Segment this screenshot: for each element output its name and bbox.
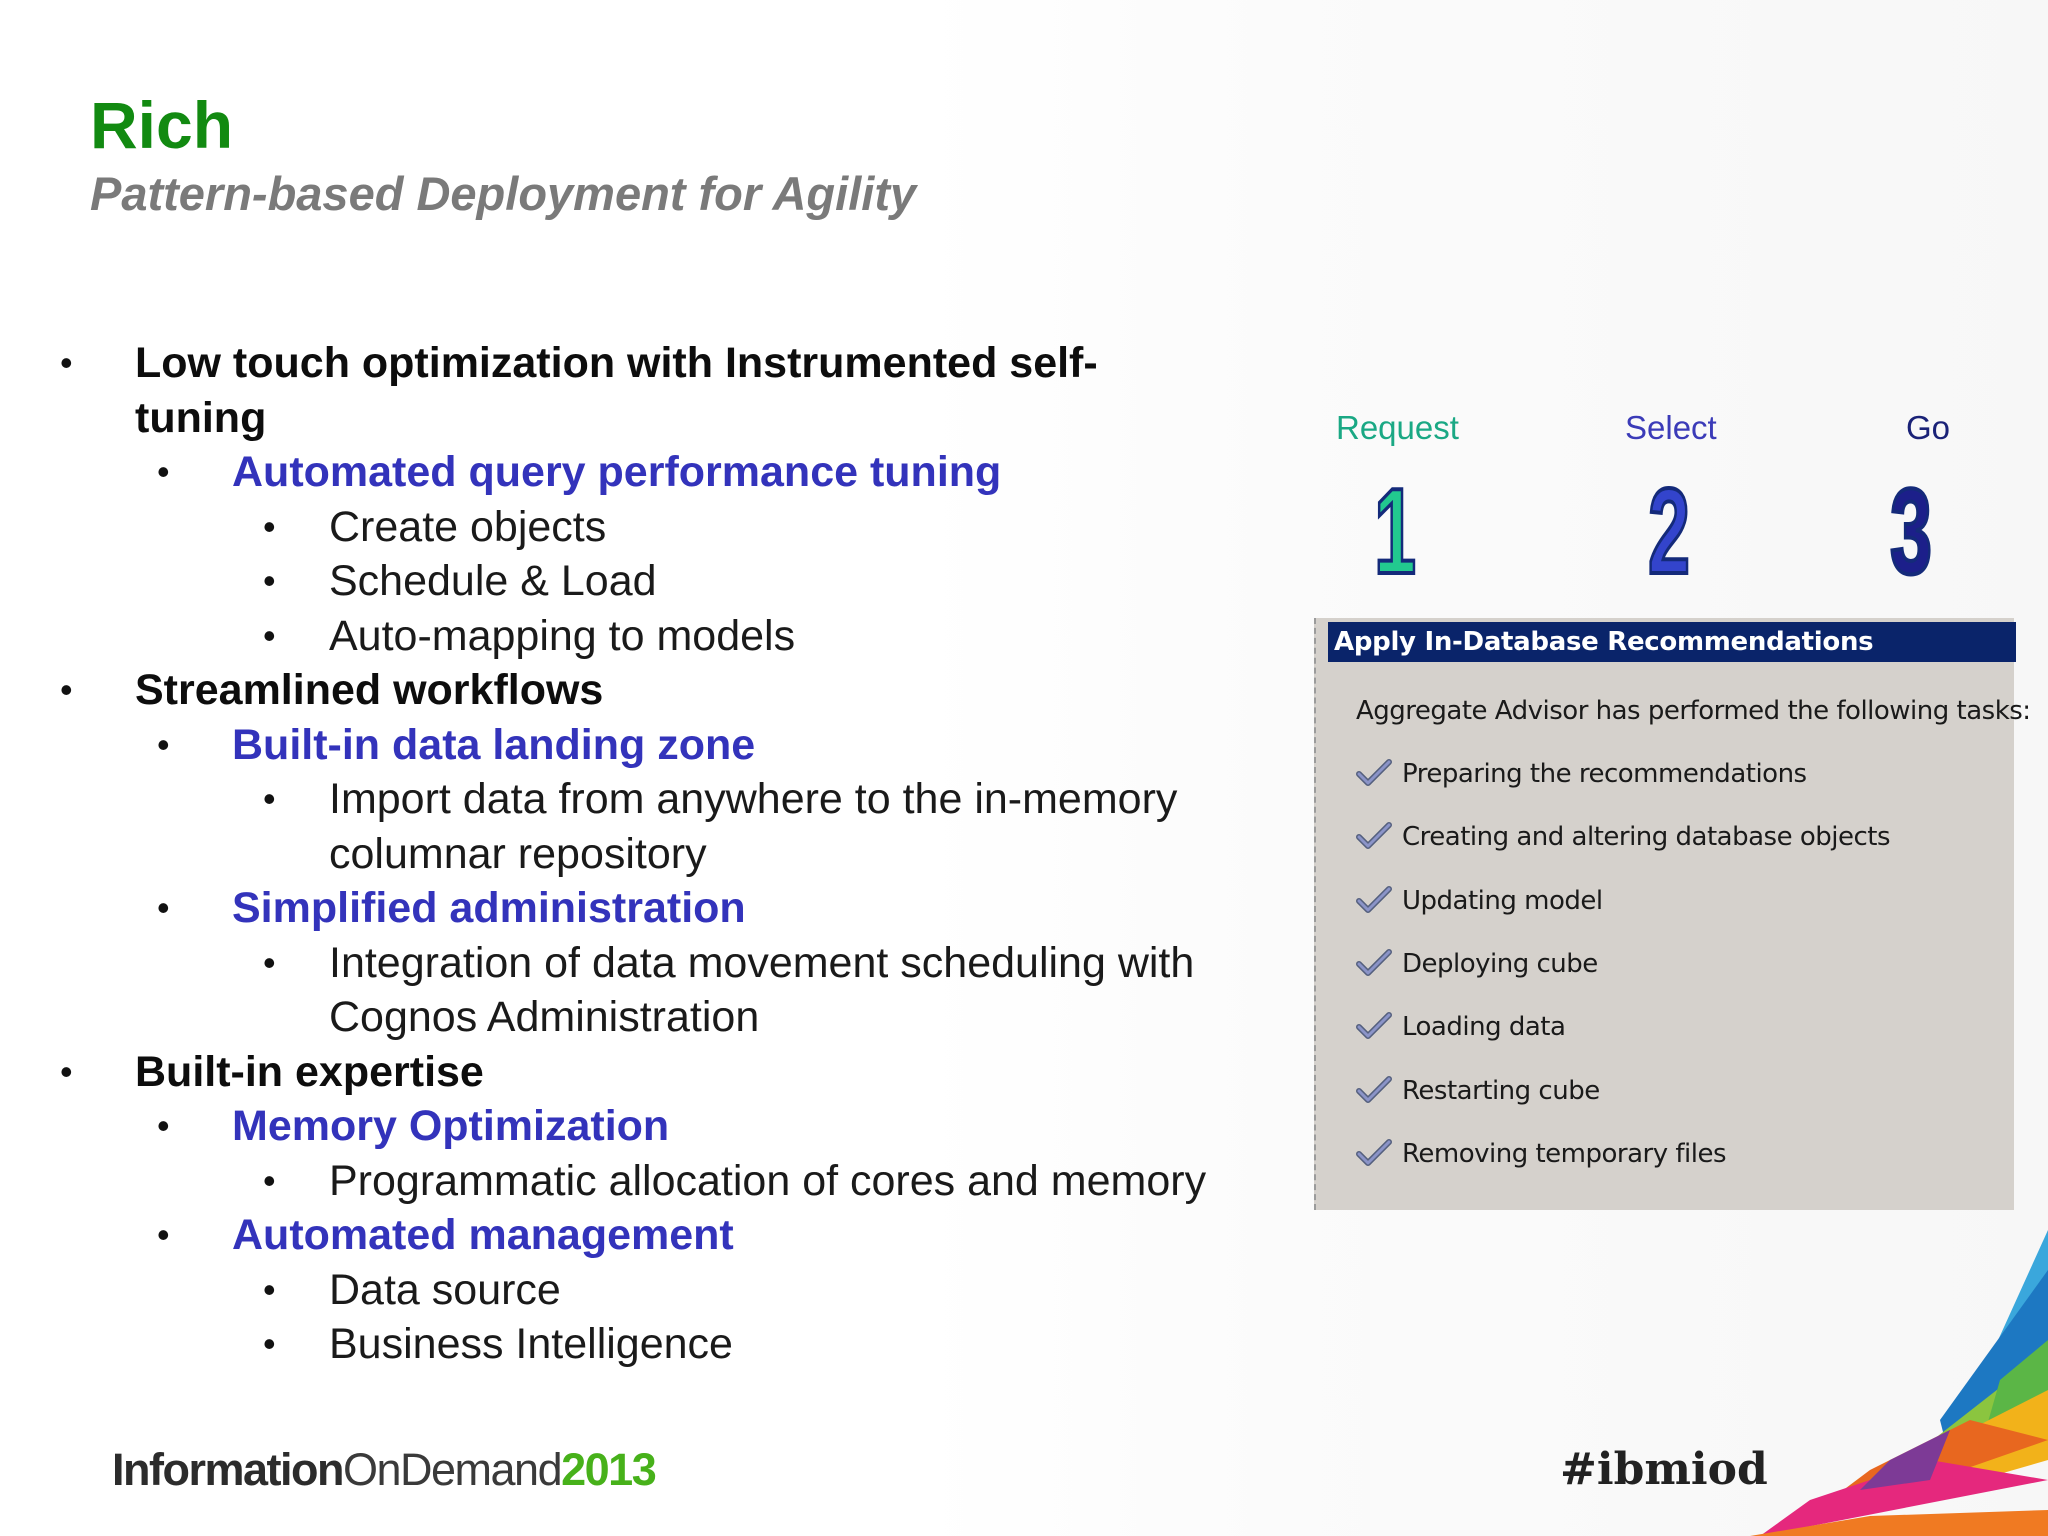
- logo-ondemand: OnDemand: [342, 1444, 562, 1495]
- bullet-marker: •: [60, 1050, 73, 1092]
- step-label-go: Go: [1906, 409, 1951, 446]
- decorative-ribbon-graphic: [1750, 1230, 2048, 1536]
- bullet-marker: •: [157, 1105, 170, 1146]
- bullet-level2-text: Automated query performance tuning: [232, 448, 1002, 496]
- checkmark-icon: [1356, 1075, 1392, 1105]
- bullet-marker: •: [60, 669, 73, 710]
- bullet-marker: •: [157, 451, 170, 492]
- bullet-marker: •: [263, 778, 276, 819]
- bullet-level3-text: Auto-mapping to models: [329, 611, 796, 660]
- task-label: Loading data: [1402, 1012, 1566, 1043]
- bullet-marker: •: [263, 1268, 276, 1310]
- bullet-level1-text: Streamlined workflows: [135, 666, 604, 714]
- bullet-marker: •: [263, 1159, 276, 1201]
- bullet-level3-text: Import data from anywhere to the in-memory: [329, 775, 1178, 823]
- step-number-1: 1: [1374, 463, 1417, 599]
- bullet-level3-text: Data source: [329, 1265, 561, 1314]
- bullet-marker: •: [263, 614, 276, 656]
- bullet-level3-text: Schedule & Load: [329, 557, 657, 605]
- checkmark-icon: [1356, 948, 1392, 978]
- bullet-level3-text: columnar repository: [329, 829, 707, 878]
- task-label: Creating and altering database objects: [1402, 822, 1891, 853]
- task-label: Restarting cube: [1402, 1075, 1600, 1106]
- bullet-level3-text: Programmatic allocation of cores and memory: [329, 1156, 1207, 1205]
- step-number-3: 3: [1890, 463, 1933, 599]
- bullet-level1-text: tuning: [135, 393, 267, 442]
- bullet-level1-text: Built-in expertise: [135, 1047, 484, 1096]
- checkmark-icon: [1356, 758, 1392, 788]
- task-label: Removing temporary files: [1402, 1138, 1727, 1169]
- bullet-level2-text: Automated management: [232, 1211, 734, 1259]
- logo-year: 2013: [561, 1444, 656, 1495]
- bullet-marker: •: [157, 723, 170, 765]
- bullet-level3-text: Cognos Administration: [329, 993, 760, 1041]
- bullet-marker: •: [60, 342, 73, 383]
- bullet-marker: •: [263, 560, 276, 601]
- bullet-marker: •: [157, 1214, 170, 1255]
- step-number-2: 2: [1648, 463, 1691, 599]
- recommendations-dialog: [1314, 618, 2031, 1210]
- bullet-level3-text: Business Intelligence: [329, 1320, 733, 1368]
- checkmark-icon: [1356, 821, 1392, 851]
- step-label-select: Select: [1625, 409, 1717, 446]
- checkmark-icon: [1356, 1138, 1392, 1168]
- information-on-demand-logo: [112, 1444, 655, 1496]
- checkmark-icon: [1356, 1011, 1392, 1041]
- step-label-request: Request: [1336, 409, 1459, 446]
- bullet-level2-text: Built-in data landing zone: [232, 720, 756, 769]
- task-label: Updating model: [1402, 885, 1603, 916]
- logo-information: Information: [112, 1444, 343, 1495]
- task-label: Deploying cube: [1402, 948, 1598, 979]
- bullet-level3-text: Integration of data movement scheduling with: [329, 938, 1195, 987]
- bullet-marker: •: [157, 887, 170, 928]
- bullet-marker: •: [263, 941, 276, 983]
- bullet-level2-text: Memory Optimization: [232, 1102, 670, 1150]
- bullet-marker: •: [263, 505, 276, 547]
- checkmark-icon: [1356, 885, 1392, 915]
- hashtag: #ibmiod: [1560, 1444, 1768, 1495]
- bullet-marker: •: [263, 1323, 276, 1364]
- task-label: Preparing the recommendations: [1402, 759, 1807, 789]
- bullet-level3-text: Create objects: [329, 502, 607, 551]
- bullet-level1-text: Low touch optimization with Instrumented self-: [135, 339, 1098, 387]
- dialog-title: Apply In-Database Recommendations: [1328, 622, 2016, 662]
- bullet-level2-text: Simplified administration: [232, 884, 746, 932]
- slide-subtitle: Pattern-based Deployment for Agility: [90, 167, 917, 220]
- slide-title: Rich: [90, 88, 234, 162]
- dialog-intro-text: Aggregate Advisor has performed the following tasks:: [1356, 696, 2031, 726]
